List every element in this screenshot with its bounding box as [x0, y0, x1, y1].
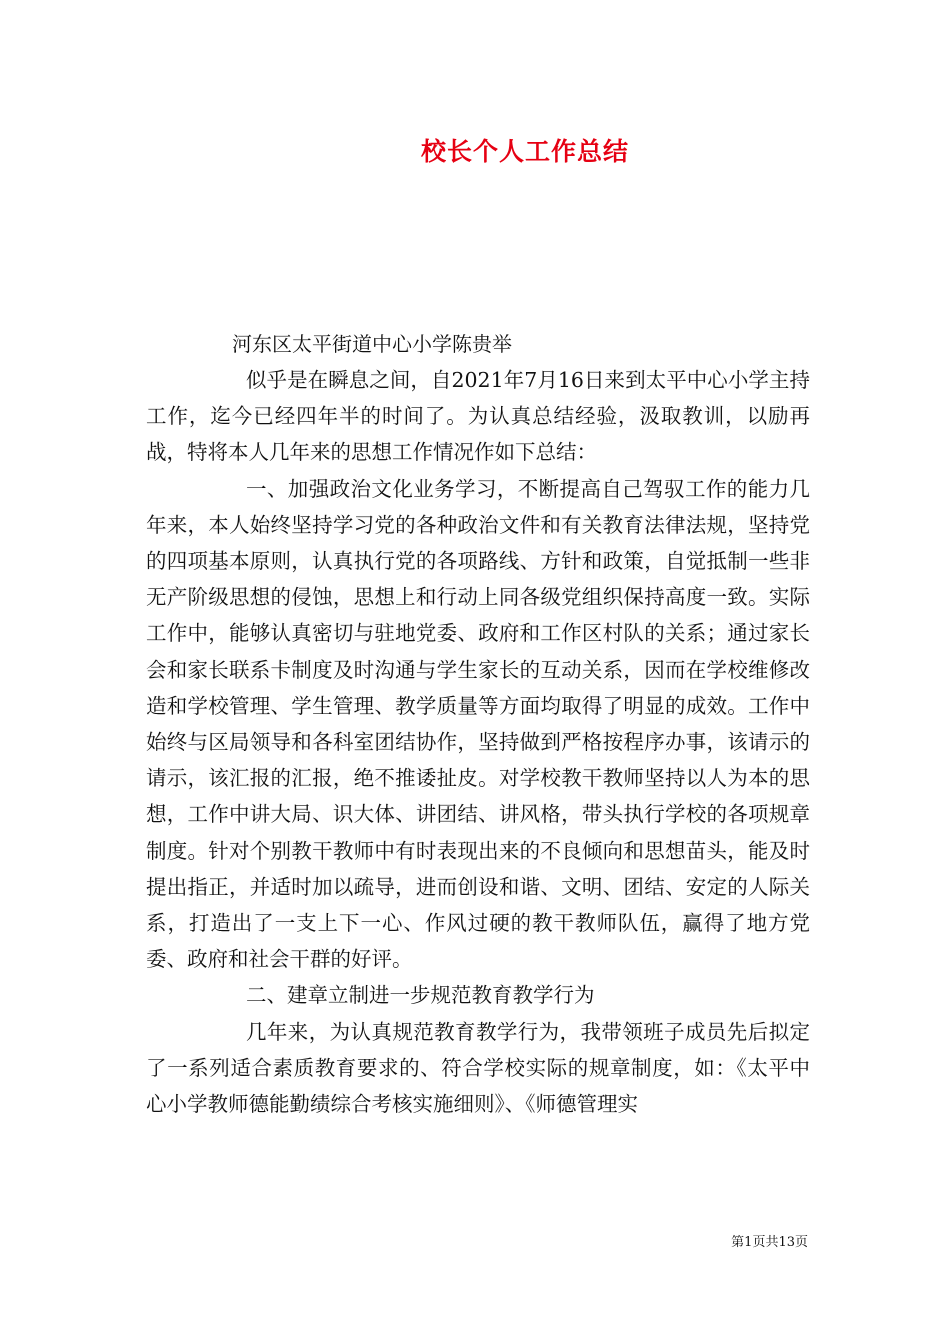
- document-body: [146, 362, 810, 1122]
- section-heading-2: 二、建章立制进一步规范教育教学行为: [246, 983, 595, 1008]
- document-title: 校长个人工作总结: [420, 137, 629, 166]
- paragraph-intro: 似乎是在瞬息之间，自2021年7月16日来到太平中心小学主持工作，迄今已经四年半的时间了。为认真总结经验，汲取教训，以励再战，特将本人几年来的思想工作情况作如下总结：: [146, 368, 810, 465]
- paragraph-section-1: 一、加强政治文化业务学习，不断提高自己驾驭工作的能力几年来，本人始终坚持学习党的各种政治文件和有关教育法律法规，坚持党的四项基本原则，认真执行党的各项路线、方针和政策，自觉抵制一些非无产阶级思想的侵蚀，思想上和行动上同各级党组织保持高度一致。实际工作中，能够认真密切与驻地党委、政府和工作区村队的关系；通过家长会和家长联系卡制度及时沟通与学生家长的互动关系，因而在学校维修改造和学校管理、学生管理、教学质量等方面均取得了明显的成效。工作中始终与区局领导和各科室团结协作，坚持做到严格按程序办事，该请示的请示，该汇报的汇报，绝不推诿扯皮。对学校教干教师坚持以人为本的思想，工作中讲大局、识大体、讲团结、讲风格，带头执行学校的各项规章制度。针对个别教干教师中有时表现出来的不良倾向和思想苗头，能及时提出指正，并适时加以疏导，进而创设和谐、文明、团结、安定的人际关系，打造出了一支上下一心、作风过硬的教干教师队伍，赢得了地方党委、政府和社会干群的好评。: [146, 476, 810, 972]
- page-number: 第1页共13页: [731, 1235, 808, 1250]
- paragraph-section-2: 几年来，为认真规范教育教学行为，我带领班子成员先后拟定了一系列适合素质教育要求的、符合学校实际的规章制度，如：《太平中心小学教师德能勤绩综合考核实施细则》、《师德管理实: [146, 1019, 810, 1117]
- author-line: 河东区太平街道中心小学陈贵举: [232, 332, 512, 356]
